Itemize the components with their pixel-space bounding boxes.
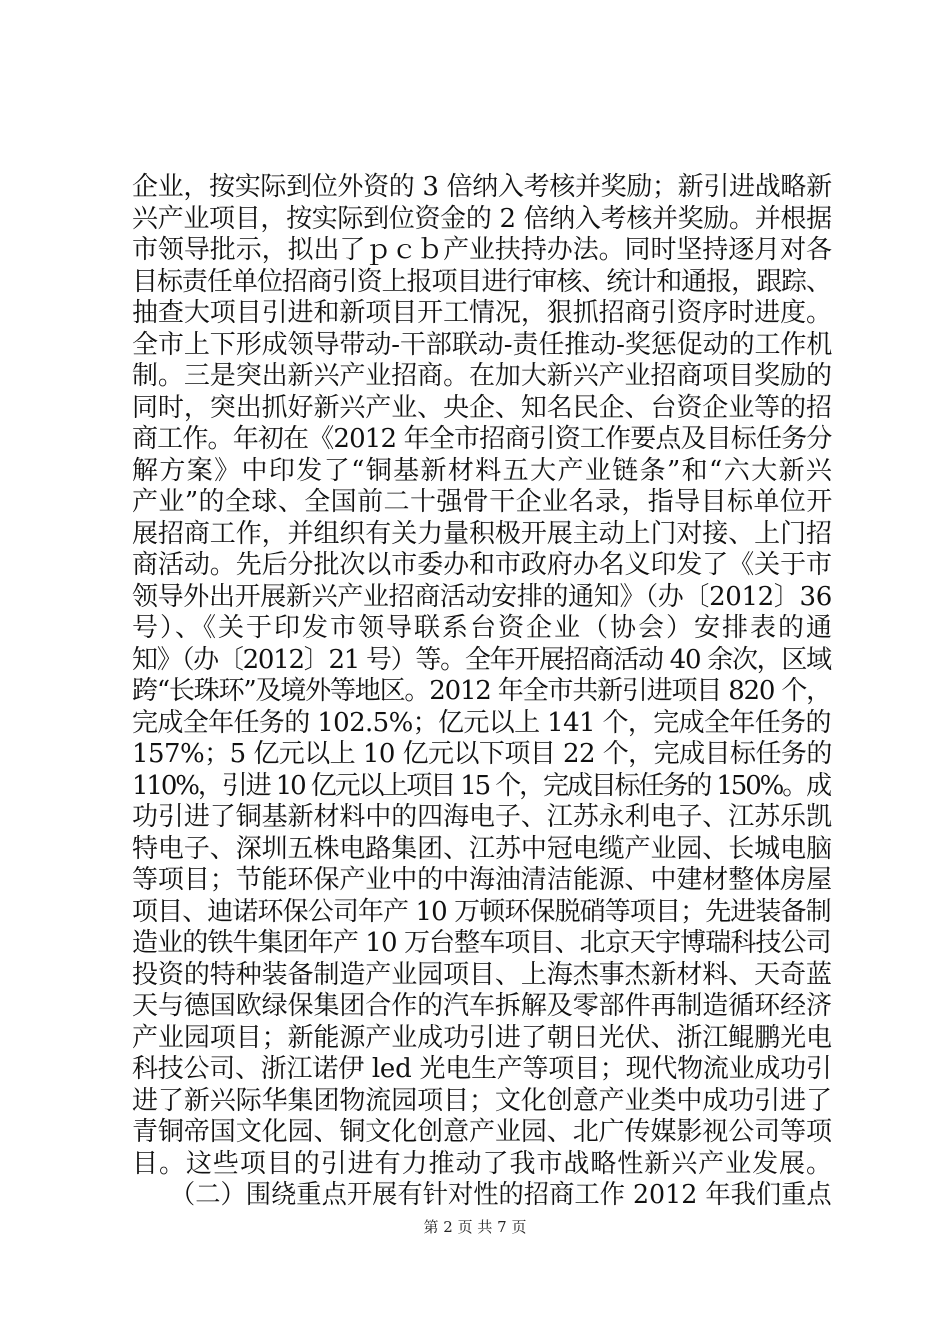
text-line: 造业的铁牛集团年产 10 万台整车项目、北京天宇博瑞科技公司: [132, 928, 831, 958]
text-line: 青铜帝国文化园、铜文化创意产业园、北广传媒影视公司等项: [132, 1117, 832, 1147]
text-line: 全市上下形成领导带动-干部联动-责任推动-奖惩促动的工作机: [132, 329, 833, 360]
text-line: 跨“长珠环”及境外等地区。2012 年全市共新引进项目 820 个，: [132, 676, 831, 706]
text-line: 科技公司、浙江诺伊 led 光电生产等项目；现代物流业成功引: [132, 1054, 832, 1084]
text-line: 产业”的全球、全国前二十强骨干企业名录，指导目标单位开: [132, 487, 833, 517]
text-line: 项目、迪诺环保公司年产 10 万顿环保脱硝等项目；先进装备制: [132, 896, 831, 927]
text-line: 特电子、深圳五株电路集团、江苏中冠电缆产业园、长城电脑: [132, 833, 832, 864]
text-line: 功引进了铜基新材料中的四海电子、江苏永利电子、江苏乐凯: [132, 802, 832, 832]
text-line: 天与德国欧绿保集团合作的汽车拆解及零部件再制造循环经济: [132, 991, 832, 1021]
text-line: 投资的特种装备制造产业园项目、上海杰事杰新材料、天奇蓝: [132, 959, 832, 990]
text-line: 等项目；节能环保产业中的中海油清洁能源、中建材整体房屋: [132, 865, 832, 895]
text-line: 号）、《关于印发市领导联系台资企业（协会）安排表的通: [132, 613, 835, 643]
text-line: 进了新兴际华集团物流园项目；文化创意产业类中成功引进了: [132, 1085, 832, 1116]
text-line: 解方案》中印发了“铜基新材料五大产业链条”和“六大新兴: [132, 455, 834, 486]
text-line: 157%；5 亿元以上 10 亿元以下项目 22 个，完成目标任务的: [132, 739, 832, 769]
text-line: 目标责任单位招商引资上报项目进行审核、统计和通报，跟踪、: [132, 266, 831, 297]
text-line: 商活动。先后分批次以市委办和市政府办名义印发了《关于市: [132, 550, 832, 580]
text-line: （二）围绕重点开展有针对性的招商工作 2012 年我们重点: [132, 1180, 832, 1210]
text-line: 制。三是突出新兴产业招商。在加大新兴产业招商项目奖励的: [132, 361, 832, 391]
text-line: 产业园项目；新能源产业成功引进了朝日光伏、浙江鲲鹏光电: [132, 1022, 832, 1053]
text-line: 商工作。年初在《2012 年全市招商引资工作要点及目标任务分: [132, 424, 832, 454]
body-text: [132, 172, 835, 1212]
text-line: 同时，突出抓好新兴产业、央企、知名民企、台资企业等的招: [132, 392, 832, 423]
text-line: 目。这些项目的引进有力推动了我市战略性新兴产业发展。: [132, 1148, 833, 1179]
page-footer: 第 2 页 共 7 页: [423, 1218, 527, 1236]
text-line: 兴产业项目，按实际到位资金的 2 倍纳入考核并奖励。并根据: [132, 203, 832, 234]
text-line: 抽查大项目引进和新项目开工情况，狠抓招商引资序时进度。: [132, 298, 832, 328]
text-line: 完成全年任务的 102.5%；亿元以上 141 个，完成全年任务的: [132, 707, 831, 738]
text-line: 领导外出开展新兴产业招商活动安排的通知》（办〔2012〕36: [132, 581, 832, 612]
text-line: 知》（办〔2012〕21 号）等。全年开展招商活动 40 余次，区域: [132, 644, 831, 675]
text-line: 110%，引进 10 亿元以上项目 15 个，完成目标任务的 150%。成: [132, 770, 831, 801]
text-line: 展招商工作，并组织有关力量积极开展主动上门对接、上门招: [132, 518, 832, 549]
text-line: 企业，按实际到位外资的 3 倍纳入考核并奖励；新引进战略新: [132, 172, 832, 202]
text-line: 市领导批示，拟出了ｐｃｂ产业扶持办法。同时坚持逐月对各: [132, 235, 832, 265]
